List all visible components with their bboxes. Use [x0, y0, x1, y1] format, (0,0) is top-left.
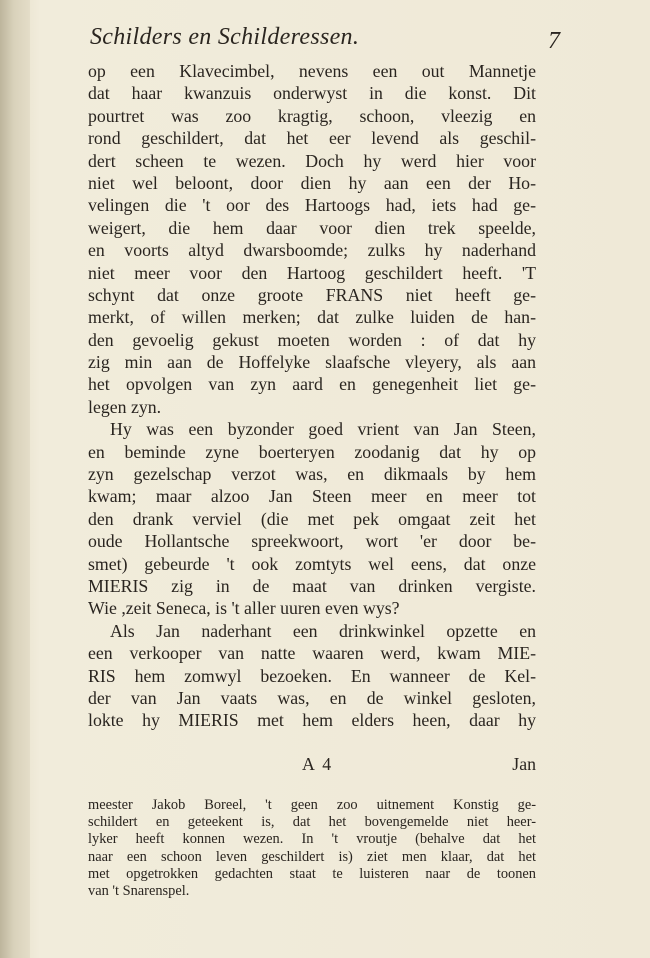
body-line: dat haar kwanzuis onderwyst in die konst. Dit: [88, 83, 536, 104]
body-line: Als Jan naderhant een drinkwinkel opzette en: [110, 620, 536, 641]
footnote-line: naar een schoon leven geschildert is) ziet men klaar, dat het: [88, 848, 536, 865]
body-line: smet) gebeurde 't ook zomtyts wel eens, dat onze: [88, 553, 536, 574]
body-line: legen zyn.: [88, 396, 162, 417]
body-line: den gevoelig gekust moeten worden : of dat hy: [88, 329, 536, 350]
body-line: merkt, of willen merken; dat zulke luiden de han-: [88, 307, 536, 328]
body-line: dert scheen te wezen. Doch hy werd hier voor: [88, 150, 536, 171]
body-line: schynt dat onze groote FRANS niet heeft ge-: [88, 284, 536, 305]
body-line: weigert, die hem daar voor dien trek speelde,: [88, 217, 536, 238]
body-line: het opvolgen van zyn aard en genegenheit liet ge-: [88, 374, 536, 395]
signature-line: [88, 754, 536, 778]
body-line: velingen die 't oor des Hartoogs had, iets had ge-: [88, 195, 536, 216]
body-line: der van Jan vaats was, en de winkel gesloten,: [88, 687, 536, 708]
body-line: MIERIS zig in de maat van drinken vergiste.: [88, 575, 536, 596]
body-line: den drank verviel (die met pek omgaat zeit het: [88, 508, 536, 529]
body-line: en voorts altyd dwarsboomde; zulks hy naderhand: [88, 240, 536, 261]
body-line: zig min aan de Hoffelyke slaafsche vleyery, als aan: [88, 352, 536, 373]
footnote-line: van 't Snarenspel.: [88, 882, 190, 899]
body-line: en beminde zyne boerteryen zoodanig dat hy op: [88, 441, 536, 462]
body-line: pourtret was zoo kragtig, schoon, vleezig en: [88, 105, 536, 126]
body-line: Wie ,zeit Seneca, is 't aller uuren even wys?: [88, 598, 400, 619]
body-line: niet meer voor den Hartoog geschildert heeft. 'T: [88, 262, 536, 283]
body-line: zyn gezelschap verzot was, en dikmaals by hem: [88, 464, 536, 485]
footnote-line: meester Jakob Boreel, 't geen zoo uitnement Konstig ge-: [88, 797, 536, 813]
footnote: [88, 797, 536, 900]
page-header: [90, 24, 560, 56]
catchword: Jan: [512, 754, 536, 774]
body-line: oude Hollantsche spreekwoort, wort 'er door be-: [88, 531, 536, 552]
body-line: een verkooper van natte waaren werd, kwam MIE-: [88, 643, 536, 664]
body-text: [88, 60, 536, 732]
footnote-line: met opgetrokken gedachten staat te luisteren naar de toonen: [88, 865, 536, 882]
body-line: op een Klavecimbel, nevens een out Mannetje: [88, 61, 536, 81]
page-number: 7: [548, 28, 560, 54]
binding-gutter: [0, 0, 30, 958]
footnote-line: lyker heeft konnen wezen. In 't vroutje (behalve dat het: [88, 831, 536, 848]
body-line: rond geschildert, dat het eer levend als geschil-: [88, 128, 536, 149]
body-line: Hy was een byzonder goed vrient van Jan Steen,: [110, 419, 536, 440]
running-title: Schilders en Schilderessen.: [90, 24, 360, 50]
body-line: kwam; maar alzoo Jan Steen meer en meer tot: [88, 486, 536, 507]
body-line: niet wel beloont, door dien hy aan een der Ho-: [88, 172, 536, 193]
footnote-line: schildert en geteekent is, dat het bovengemelde niet heer-: [88, 814, 536, 831]
body-line: lokte hy MIERIS met hem elders heen, daar hy: [88, 710, 536, 731]
signature-mark: A 4: [302, 754, 334, 774]
body-line: RIS hem zomwyl bezoeken. En wanneer de Kel-: [88, 665, 536, 686]
